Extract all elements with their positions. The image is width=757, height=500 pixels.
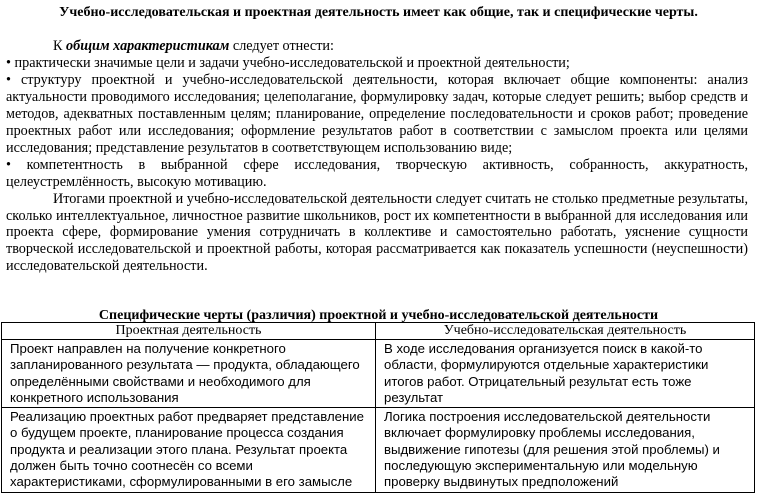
table-caption: Специфические черты (различия) проектной и учебно-исследовательской деятельности (98, 308, 659, 323)
comparison-table (1, 322, 755, 493)
bullet-item: • практически значимые цели и задачи учебно-исследовательской и проектной деятельности; (6, 54, 570, 71)
bullet-item: • структуру проектной и учебно-исследовательской деятельности, которая включает общие компоненты: анализ актуальности проводимого исследования; целеполагание, формулировку задач, которые следует решить; выбор средств и методов, адекватных поставленным целям; планирование, определение последовательности и сроков работ; проведение проектных работ или исследования; оформление результатов работ в соответствии с замыслом проекта или целями исследования; представление результатов в соответствующем использованию виде; (6, 71, 748, 156)
table-cell: Проект направлен на получение конкретного запланированного результата — продукта, обладающего определёнными свойствами и необходимого для конкретного использования (2, 340, 376, 408)
table-cell: В ходе исследования организуется поиск в какой-то области, формулируются отдельные характеристики итогов работ. Отрицательный результат есть тоже результат (376, 340, 755, 408)
intro-prefix: К (53, 38, 67, 54)
column-header-research: Учебно-исследовательская деятельность (376, 323, 755, 340)
bullet-item: • компетентность в выбранной сфере исследования, творческую активность, собранность, аккуратность, целеустремлённость, высокую мотивацию. (6, 156, 748, 190)
intro-suffix: следует отнести: (229, 38, 334, 54)
column-header-project: Проектная деятельность (2, 323, 376, 340)
table-header-row (2, 323, 755, 340)
intro-emphasis: общим характеристикам (66, 38, 230, 54)
table-row (2, 340, 755, 408)
table-cell: Логика построения исследовательской деятельности включает формулировку проблемы исследования, выдвижение гипотезы (для решения этой проблемы) и последующую экспериментальную или модельную проверку выдвинутых предположений (376, 408, 755, 492)
document-heading: Учебно-исследовательская и проектная деятельность имеет как общие, так и специфические черты. (59, 5, 698, 20)
summary-paragraph: Итогами проектной и учебно-исследовательской деятельности следует считать не столько предметные результаты, сколько интеллектуальное, личностное развитие школьников, рост их компетентности в выбранной для исследования или проекта сфере, формирование умения сотрудничать в коллективе и самостоятельно работать, уяснение сущности творческой исследовательской и проектной работы, которая рассматривается как показатель успешности (неуспешности) исследовательской деятельности. (6, 190, 748, 275)
intro-paragraph (6, 38, 748, 55)
table-cell: Реализацию проектных работ предваряет представление о будущем проекте, планирование процесса создания продукта и реализации этого плана. Результат проекта должен быть точно соотнесён со всеми характеристиками, сформулированными в его замысле (2, 408, 376, 492)
document-body (6, 38, 748, 275)
table-row (2, 408, 755, 492)
